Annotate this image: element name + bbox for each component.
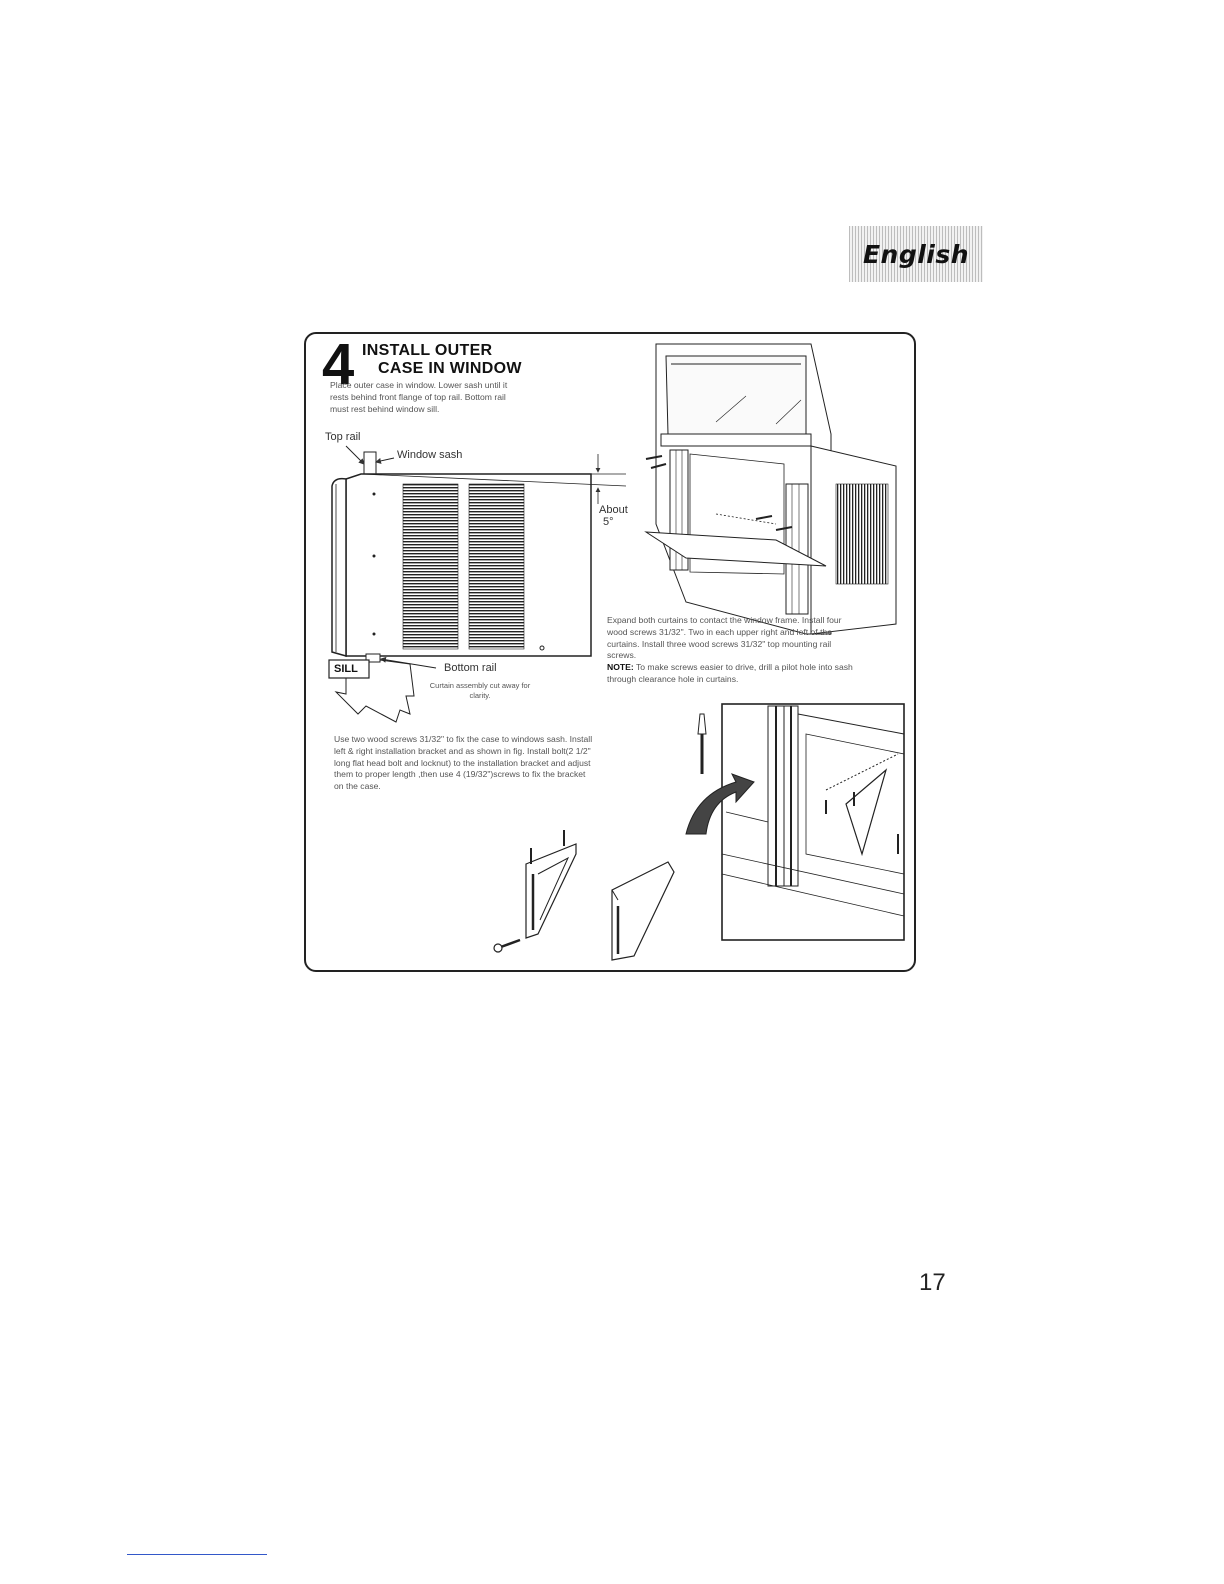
step-title-line-2: CASE IN WINDOW <box>378 360 522 377</box>
note-text: To make screws easier to drive, drill a pilot hole into sash through clearance hole in curtains. <box>607 662 853 684</box>
language-label: English <box>862 239 970 269</box>
label-window-sash: Window sash <box>397 449 463 461</box>
label-top-rail: Top rail <box>325 431 361 443</box>
intro-instructions: Place outer case in window. Lower sash until it rests behind front flange of top rail. Bottom rail must rest behind window sill. <box>330 380 508 414</box>
curtain-instructions <box>607 615 857 686</box>
instruction-panel <box>304 332 916 972</box>
step-title-line-1: INSTALL OUTER <box>362 342 493 359</box>
window-perspective-diagram <box>646 344 896 634</box>
curtain-instructions-text: Expand both curtains to contact the window frame. Install four wood screws 31/32". Two in each upper right and left of the curtains. Install three wood screws 31/32" top mounting rail screws. <box>607 615 842 661</box>
installation-bracket-diagram <box>494 830 674 960</box>
footer-rule <box>127 1554 267 1555</box>
bracket-detail-inset <box>686 704 904 940</box>
label-sill: SILL <box>334 663 358 675</box>
step-number: 4 <box>322 332 355 397</box>
note-label: NOTE: <box>607 662 634 673</box>
bracket-instructions: Use two wood screws 31/32" to fix the case to windows sash. Install left & right installation bracket and as shown in fig. Install bolt(2 1/2" long flat head bolt and locknut) to the installation bracket and adjust them to proper length ,then use 4 (19/32")screws to fix the bracket on the case. <box>334 734 593 792</box>
label-angle: 5° <box>603 516 614 528</box>
language-tab <box>849 226 983 282</box>
label-curtain-note: Curtain assembly cut away for clarity. <box>429 681 531 700</box>
label-about: About <box>599 504 628 516</box>
label-bottom-rail: Bottom rail <box>444 662 497 674</box>
page-number: 17 <box>919 1269 946 1296</box>
